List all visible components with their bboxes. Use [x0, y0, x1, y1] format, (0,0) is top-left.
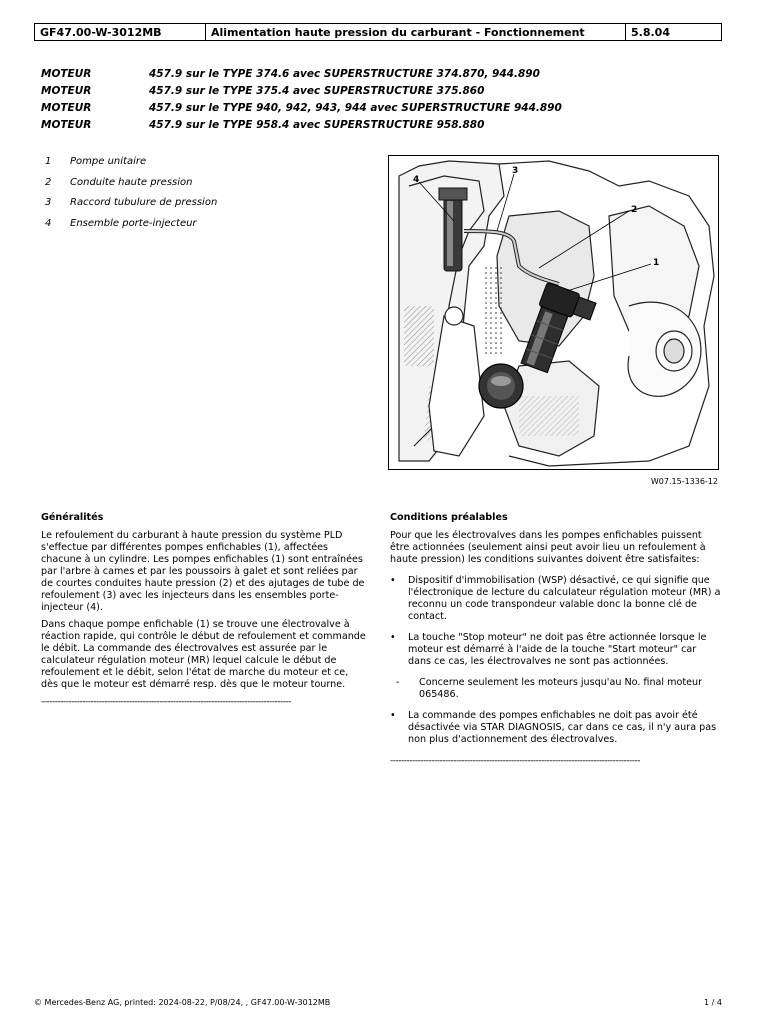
model-row	[41, 117, 562, 134]
engine-illustration	[388, 155, 719, 470]
conditions-heading: Conditions préalables	[390, 512, 508, 523]
model-value: 457.9 sur le TYPE 958.4 avec SUPERSTRUCTURE 958.880	[149, 119, 485, 131]
legend-item	[45, 217, 217, 238]
document-header	[34, 23, 722, 41]
separator-line: -------------------------------------------------------------------------------------------	[41, 697, 292, 707]
separator-line: -------------------------------------------------------------------------------------------	[390, 756, 641, 766]
bullet-marker: •	[390, 575, 396, 586]
legend-number: 2	[45, 176, 52, 188]
legend-label: Pompe unitaire	[70, 156, 147, 167]
conditions-section	[390, 512, 722, 767]
general-paragraph: Le refoulement du carburant à haute pression du système PLD s'effectue par différentes pompes enfichables (1), affectées chacune à un cylindre. Les pompes enfichables (1) sont entraînées par l'arbre à cames et par les poussoirs à galet et sont reliées par de courtes conduites haute pression (2) et des ajutages de tube de refoulement (3) avec les injecteurs dans les ensembles porte-injecteur (4).	[41, 530, 365, 613]
model-row	[41, 83, 562, 100]
doc-id: GF47.00-W-3012MB	[35, 24, 206, 40]
figure-reference: W07.15-1336-12	[650, 477, 718, 486]
general-heading: Généralités	[41, 512, 104, 523]
engine-drawing	[389, 156, 718, 469]
list-item	[390, 710, 722, 746]
page-number: 1 / 4	[704, 998, 722, 1007]
callout-4: 4	[413, 175, 420, 185]
legend-number: 1	[45, 156, 52, 167]
model-row	[41, 100, 562, 117]
legend-item	[45, 196, 217, 217]
model-value: 457.9 sur le TYPE 374.6 avec SUPERSTRUCTURE 374.870, 944.890	[149, 68, 540, 80]
conditions-intro: Pour que les électrovalves dans les pompes enfichables puissent être actionnées (seulement ainsi peut avoir lieu un refoulement à haute pression) les conditions suivantes doivent être satisfaites:	[390, 530, 706, 565]
legend-number: 4	[45, 217, 52, 229]
list-item-text: Dispositif d'immobilisation (WSP) désactivé, ce qui signifie que l'électronique de lecture du calculateur régulation moteur (MR) a reconnu un code transpondeur valable donc la bonne clé de contact.	[408, 575, 721, 622]
legend-item	[45, 155, 217, 176]
copyright-text: © Mercedes-Benz AG, printed: 2024-08-22, P/08/24, , GF47.00-W-3012MB	[34, 998, 331, 1007]
model-key: MOTEUR	[41, 85, 92, 97]
legend-number: 3	[45, 197, 52, 208]
model-value: 457.9 sur le TYPE 940, 942, 943, 944 avec SUPERSTRUCTURE 944.890	[149, 102, 562, 114]
list-item-text: La commande des pompes enfichables ne doit pas avoir été désactivée via STAR DIAGNOSIS, car dans ce cas, il n'y aura pas non plus d'actionnement des électrovalves.	[408, 710, 717, 745]
legend-label: Ensemble porte-injecteur	[70, 217, 197, 229]
dash-marker: -	[396, 677, 400, 688]
general-paragraph: Dans chaque pompe enfichable (1) se trouve une électrovalve à réaction rapide, qui contrôle le début de refoulement et commande le débit. La commande des électrovalves est assurée par le calculateur régulation moteur (MR) lequel calcule le début de refoulement et le débit, selon l'état de marche du moteur et ce, dès que le moteur est démarré resp. dès que le moteur tourne.	[41, 619, 366, 690]
page-footer	[34, 998, 722, 1007]
doc-title: Alimentation haute pression du carburant - Fonctionnement	[206, 24, 626, 40]
model-key: MOTEUR	[41, 68, 92, 80]
callout-2: 2	[631, 205, 638, 215]
model-key: MOTEUR	[41, 102, 92, 114]
callout-1: 1	[653, 258, 660, 268]
model-key: MOTEUR	[41, 119, 92, 131]
list-item	[390, 632, 722, 668]
list-item-text: La touche "Stop moteur" ne doit pas être actionnée lorsque le moteur est démarré à l'aide de la touche "Start moteur" car dans ce cas, les électrovalves ne sont pas actionnées.	[408, 632, 707, 667]
legend-label: Raccord tubulure de pression	[70, 197, 218, 208]
bullet-marker: •	[390, 710, 396, 721]
section-number: 5.8.04	[631, 26, 670, 39]
legend-label: Conduite haute pression	[70, 176, 193, 188]
bullet-marker: •	[390, 632, 396, 643]
general-section	[41, 512, 368, 708]
conditions-list	[390, 575, 722, 746]
list-item-text: Concerne seulement les moteurs jusqu'au No. final moteur 065486.	[419, 677, 703, 700]
figure-legend	[45, 155, 217, 237]
list-item	[390, 677, 722, 701]
legend-item	[45, 176, 217, 197]
model-applicability-list	[41, 66, 562, 134]
list-item	[390, 575, 722, 623]
callout-3: 3	[512, 166, 519, 176]
model-value: 457.9 sur le TYPE 375.4 avec SUPERSTRUCTURE 375.860	[149, 85, 485, 97]
model-row	[41, 66, 562, 83]
